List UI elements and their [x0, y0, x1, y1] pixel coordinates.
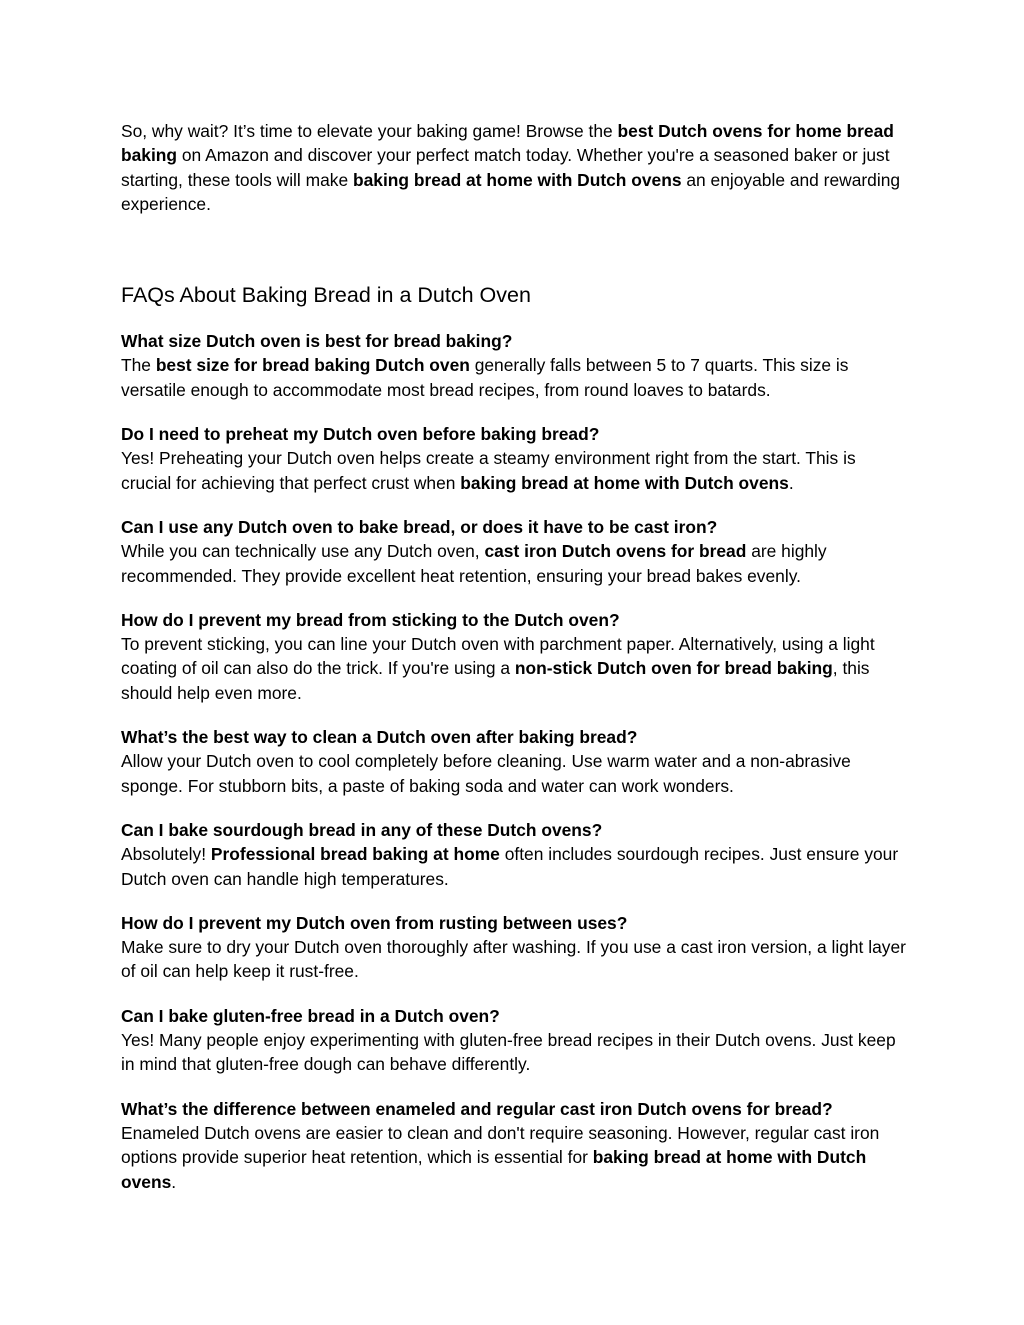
faq-answer-text: generally falls between 5 to 7 quarts. This size is versatile enough to accommodate most bread recipes, from round loaves to batards. — [121, 355, 849, 400]
faq-answer-text: often includes sourdough recipes. Just ensure your Dutch oven can handle high temperatures. — [121, 844, 899, 889]
faq-item — [121, 608, 906, 705]
faq-answer-text: Make sure to dry your Dutch oven thoroughly after washing. If you use a cast iron version, a light layer of oil can help keep it rust-free. — [121, 937, 906, 982]
faq-answer-text: are highly recommended. They provide excellent heat retention, ensuring your bread bakes evenly. — [121, 541, 827, 586]
faq-answer — [121, 446, 906, 495]
faq-answer-text: The — [121, 355, 156, 376]
faq-question: How do I prevent my bread from sticking to the Dutch oven? — [121, 609, 620, 630]
faq-answer — [121, 353, 906, 402]
faq-answer-bold: non-stick Dutch oven for bread baking — [514, 658, 833, 679]
faq-answer-text: . — [788, 472, 794, 493]
faq-list — [121, 329, 906, 1194]
intro-text-1: So, why wait? It’s time to elevate your baking game! Browse the — [121, 121, 618, 141]
faq-item — [121, 329, 906, 402]
faq-question: How do I prevent my Dutch oven from rusting between uses? — [121, 912, 628, 933]
faq-question: What’s the difference between enameled and regular cast iron Dutch ovens for bread? — [121, 1098, 833, 1119]
faq-item — [121, 1097, 906, 1194]
faq-answer-text: Yes! Preheating your Dutch oven helps create a steamy environment right from the start. This is crucial for achieving that perfect crust when — [121, 448, 856, 493]
faq-answer-text: . — [171, 1171, 177, 1192]
faq-question: Can I use any Dutch oven to bake bread, or does it have to be cast iron? — [121, 516, 718, 537]
faq-answer-bold: Professional bread baking at home — [210, 844, 500, 865]
intro-bold-2: baking bread at home with Dutch ovens — [352, 169, 682, 190]
faq-answer-text: Absolutely! — [121, 844, 211, 865]
faq-answer-bold: baking bread at home with Dutch ovens — [460, 472, 789, 493]
faq-answer-text: Allow your Dutch oven to cool completely before cleaning. Use warm water and a non-abrasive sponge. For stubborn bits, a paste of baking soda and water can work wonders. — [121, 751, 851, 796]
intro-text-3: an enjoyable and rewarding experience. — [121, 169, 901, 214]
faq-item — [121, 818, 906, 891]
faq-answer — [121, 1028, 906, 1077]
faq-heading: FAQs About Baking Bread in a Dutch Oven — [121, 283, 531, 308]
faq-answer-bold: best size for bread baking Dutch oven — [155, 355, 470, 376]
intro-paragraph — [121, 119, 906, 216]
faq-question: Do I need to preheat my Dutch oven before baking bread? — [121, 424, 600, 445]
faq-item — [121, 1004, 906, 1077]
faq-answer — [121, 935, 906, 984]
faq-answer — [121, 632, 906, 705]
faq-answer — [121, 842, 906, 891]
faq-answer — [121, 749, 906, 798]
faq-answer-text: To prevent sticking, you can line your Dutch oven with parchment paper. Alternatively, using a light coating of oil can also do the trick. If you're using a — [121, 634, 875, 679]
faq-answer-text: , this should help even more. — [121, 658, 870, 703]
faq-question: What size Dutch oven is best for bread baking? — [121, 331, 513, 352]
faq-answer — [121, 539, 906, 588]
faq-answer-text: While you can technically use any Dutch oven, — [121, 541, 485, 562]
faq-item — [121, 911, 906, 984]
intro-bold-1: best Dutch ovens for home bread baking — [121, 121, 894, 166]
faq-answer — [121, 1121, 906, 1194]
faq-question: Can I bake gluten-free bread in a Dutch oven? — [121, 1005, 500, 1026]
faq-answer-bold: cast iron Dutch ovens for bread — [484, 541, 747, 562]
document-page — [121, 119, 906, 1214]
faq-answer-text: Enameled Dutch ovens are easier to clean and don't require seasoning. However, regular cast iron options provide superior heat retention, which is essential for — [121, 1122, 880, 1168]
faq-item — [121, 515, 906, 588]
faq-answer-bold: baking bread at home with Dutch ovens — [121, 1147, 867, 1192]
faq-item — [121, 725, 906, 798]
faq-question: Can I bake sourdough bread in any of these Dutch ovens? — [121, 819, 603, 840]
faq-answer-text: Yes! Many people enjoy experimenting with gluten-free bread recipes in their Dutch ovens. Just keep in mind that gluten-free dough can behave differently. — [121, 1030, 896, 1075]
faq-question: What’s the best way to clean a Dutch oven after baking bread? — [121, 727, 638, 748]
faq-item — [121, 422, 906, 495]
intro-text-2: on Amazon and discover your perfect match today. Whether you're a seasoned baker or just starting, these tools will make — [121, 145, 890, 190]
